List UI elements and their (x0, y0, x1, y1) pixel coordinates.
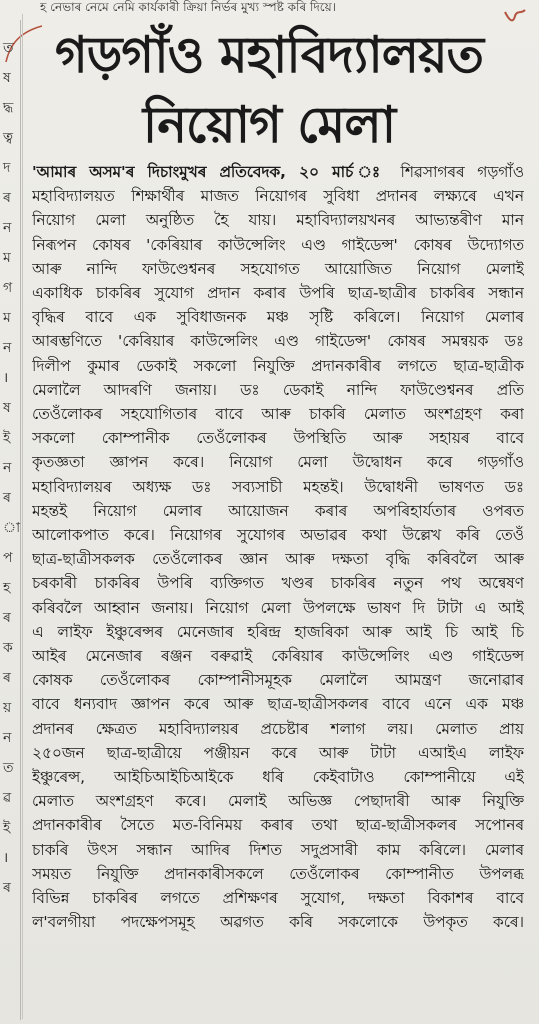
article-line: নিয়োগ মেলা অনুষ্ঠিত হৈ যায়। মহাবিদ্যালয়খনৰ আভ্যন্তৰীণ মান (32, 211, 524, 230)
article-line: মেলালৈ আদৰণি জনায়। ডঃ ডেকাই নান্দি ফাউণ্ডেশ্বনৰ প্ৰতি (32, 380, 524, 399)
article-line: আৰম্ভণিতে 'কেৰিয়াৰ কাউন্সেলিং এণ্ড গাইডেন্স' কোষৰ সমন্বয়ক ডঃ (32, 332, 524, 351)
article-line: কৃতজ্ঞতা জ্ঞাপন কৰে। নিয়োগ মেলা উদ্বোধন কৰে গড়গাঁও (32, 453, 524, 472)
gutter-char: গ (3, 280, 13, 296)
article-line: ২৫০জন ছাত্ৰ-ছাত্ৰীয়ে পঞ্জীয়ন কৰে আৰু টাটা এআইএ লাইফ (32, 743, 524, 762)
article-line: এ লাইফ ইঞ্চুৰেন্সৰ মেনেজাৰ হৰিন্দ্ৰ হাজৰিকা আৰু আই চি আই চি (32, 622, 524, 641)
article-line-text: শিৱসাগৰৰ গড়গাঁও (387, 163, 524, 181)
gutter-char: ই (3, 820, 11, 836)
headline-line-1: গড়গাঁও মহাবিদ্যালয়ত (54, 26, 484, 84)
gutter-char: ৰ (3, 880, 11, 896)
article-line: নিৰূপন কোষৰ 'কেৰিয়াৰ কাউন্সেলিং এণ্ড গাইডেন্স' কোষৰ উদ্যোগত (32, 235, 524, 254)
adjacent-column-fragment (0, 20, 21, 1020)
article-line (32, 160, 524, 184)
gutter-char: ষ (3, 70, 11, 86)
gutter-char: ম (3, 250, 11, 266)
gutter-char: ন (3, 460, 12, 476)
article-line: বাবে ধন্যবাদ জ্ঞাপন কৰে আৰু ছাত্ৰ-ছাত্ৰীসকলৰ বাবে এনে এক মঞ্চ (32, 695, 524, 714)
article-line: একাধিক চাকৰিৰ সুযোগ প্ৰদান কৰাৰ উপৰি ছাত্ৰ-ছাত্ৰীৰ চাকৰিৰ সন্ধান (32, 284, 524, 303)
article-line: মহাবিদ্যালয়ৰ অধ্যক্ষ ডঃ সব্যসাচী মহন্তই। উদ্বোধনী ভাষণত ডঃ (32, 477, 524, 496)
gutter-char: ৰ (3, 490, 11, 506)
article-line: মহন্তই নিয়োগ মেলাৰ আয়োজন কৰাৰ অপৰিহাৰ্যতাৰ ওপৰত (32, 501, 524, 520)
gutter-char: ৰ (3, 610, 11, 626)
article-line: কৰিবলৈ আহ্বান জনায়। নিয়োগ মেলা উপলক্ষে ভাষণ দি টাটা এ আই (32, 598, 524, 617)
article-line: ল'বলগীয়া পদক্ষেপসমূহ অৱগত কৰি সকলোকে উপকৃত কৰে। (32, 913, 524, 932)
gutter-char: ম (3, 310, 11, 326)
gutter-char: া (3, 520, 21, 536)
column-divider (22, 14, 23, 1019)
article-line: প্ৰদানকাৰীৰ সৈতে মত-বিনিময় কৰাৰ তথা ছাত্ৰ-ছাত্ৰীসকলৰ সপোনৰ (32, 816, 524, 835)
article-line: আলোকপাত কৰে। নিয়োগৰ সুযোগৰ অভাৱৰ কথা উল্লেখ কৰি তেওঁ (32, 526, 524, 545)
gutter-char: ত্ব (3, 130, 13, 146)
article-line: দিলীপ কুমাৰ ডেকাই সকলো নিযুক্তি প্ৰদানকাৰীৰ লগতে ছাত্ৰ-ছাত্ৰীক (32, 356, 524, 375)
gutter-char: ত (3, 40, 14, 56)
article-line: মহাবিদ্যালয়ত শিক্ষাৰ্থীৰ মাজত নিয়োগৰ সুবিধা প্ৰদানৰ লক্ষ্যৰে এখন (32, 187, 524, 206)
gutter-char: ৰ (3, 190, 11, 206)
article-line: বিভিন্ন চাকৰিৰ লগতে প্ৰশিক্ষণৰ সুযোগ, দক্ষতা বিকাশৰ বাবে (32, 889, 524, 908)
byline: 'আমাৰ অসম'ৰ দিচাংমুখৰ প্ৰতিবেদক, ২০ মাৰ্চ ঃ (32, 163, 388, 181)
article-line: আৰু নান্দি ফাউণ্ডেশ্বনৰ সহযোগত আয়োজিত নিয়োগ মেলাই (32, 259, 524, 278)
gutter-char: ন (3, 220, 12, 236)
gutter-char: ৱ (3, 790, 12, 806)
gutter-char: দ্ধ (3, 100, 14, 116)
gutter-char: ই (3, 430, 11, 446)
gutter-char: য় (3, 700, 12, 716)
article-line: সময়ত নিযুক্তি প্ৰদানকাৰীসকলে তেওঁলোকৰ কোম্পানীত উপলব্ধ (32, 864, 524, 883)
gutter-char: । (3, 850, 9, 866)
article-line: প্ৰদানৰ ক্ষেত্ৰত মহাবিদ্যালয়ৰ প্ৰচেষ্টাৰ শলাগ লয়। মেলাত প্ৰায় (32, 719, 524, 738)
headline-line-2: নিয়োগ মেলা (142, 96, 396, 154)
gutter-char: ন (3, 730, 12, 746)
gutter-char: ৰ (3, 670, 11, 686)
article-line: আইৰ মেনেজাৰ ৰঞ্জন বৰুৱাই কেৰিয়াৰ কাউন্সেলিং এণ্ড গাইডেন্স (32, 647, 524, 666)
article-line: তেওঁলোকৰ সহযোগিতাৰ বাবে আৰু চাকৰি মেলাত অংশগ্ৰহণ কৰা (32, 405, 524, 424)
article-line: বৃদ্ধিৰ বাবে এক সুবিধাজনক মঞ্চ সৃষ্টি কৰিলে। নিয়োগ মেলাৰ (32, 308, 524, 327)
gutter-char: । (3, 370, 9, 386)
article-body (32, 160, 524, 935)
article-line: মেলাত অংশগ্ৰহণ কৰে। মেলাই অভিজ্ঞ পেছাদাৰী আৰু নিযুক্তি (32, 792, 524, 811)
gutter-char: ন (3, 340, 12, 356)
article-line: সকলো কোম্পানীক তেওঁলোকৰ উপস্থিতি আৰু সহায়ৰ বাবে (32, 429, 524, 448)
article-line: কোষক তেওঁলোকৰ কোম্পানীসমূহক মেলালৈ আমন্ত্ৰণ জনোৱাৰ (32, 671, 524, 690)
article-line: চাকৰি উৎস সন্ধান আদিৰ দিশত সদুপ্ৰসাৰী কাম কৰিলে। মেলাৰ (32, 840, 524, 859)
gutter-char: ষ (3, 400, 11, 416)
gutter-char: ত (3, 760, 14, 776)
gutter-char: দ (3, 160, 11, 176)
gutter-char: প (3, 550, 13, 566)
article-line: চৰকাৰী চাকৰিৰ উপৰি ব্যক্তিগত খণ্ডৰ চাকৰিৰ নতুন পথ অন্বেষণ (32, 574, 524, 593)
article-line: ছাত্ৰ-ছাত্ৰীসকলক তেওঁলোকৰ জ্ঞান আৰু দক্ষতা বৃদ্ধি কৰিবলৈ আৰু (32, 550, 524, 569)
gutter-char: হ (3, 580, 11, 596)
previous-article-fragment: হ নেভাৰ নেমে নেমি কাৰ্যকাৰী ক্ৰিয়া নিৰ্ভৰ মুখ্য স্পষ্ট কৰি দিয়ে। (40, 0, 336, 14)
article-line: ইঞ্চুৰেন্স, আইচিআইচিআইকে ধৰি কেইবাটাও কোম্পানীয়ে এই (32, 768, 524, 787)
gutter-char: ক (3, 640, 13, 656)
headline (24, 20, 514, 160)
